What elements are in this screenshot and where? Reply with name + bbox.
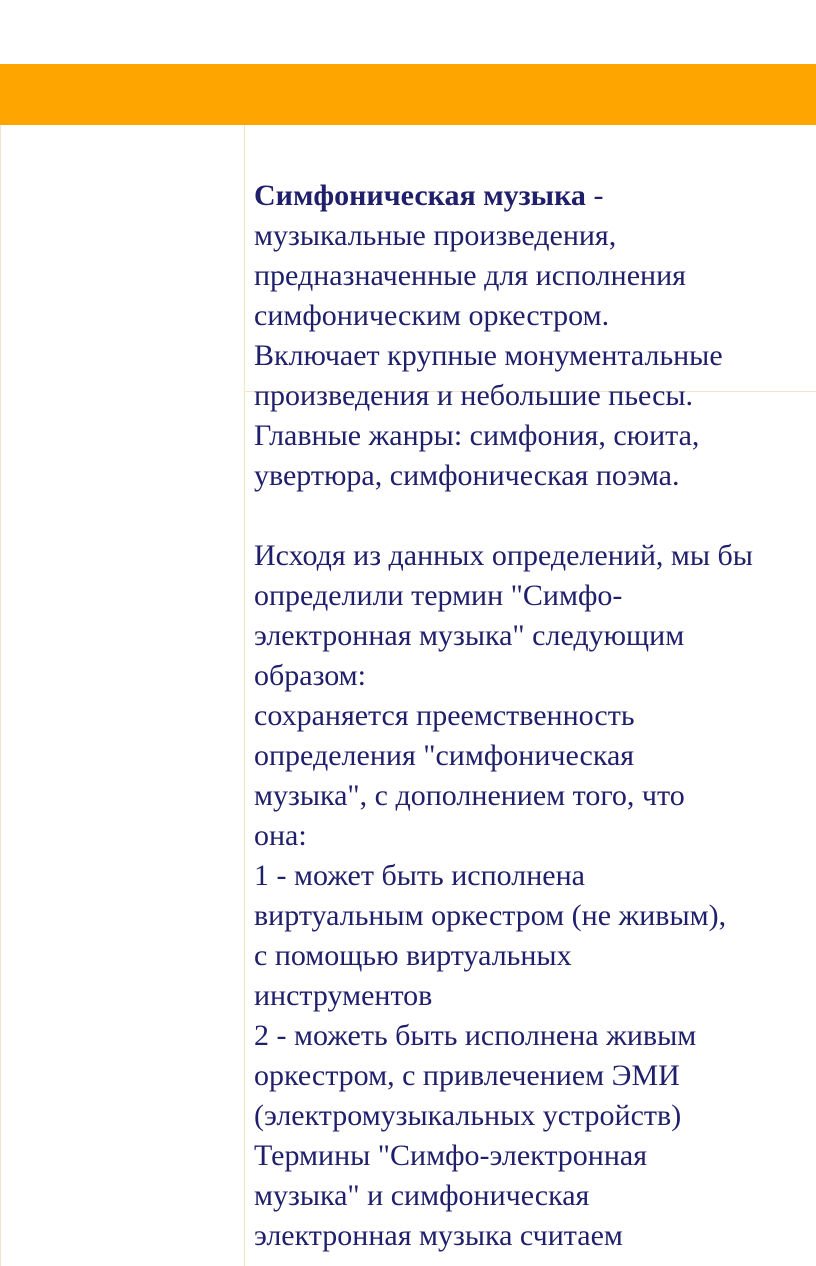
header-bar bbox=[0, 64, 816, 125]
definition-line: Главные жанры: симфония, сюита, bbox=[254, 419, 700, 452]
explanation-line: виртуальным оркестром (не живым), bbox=[254, 899, 727, 932]
explanation-line: сохраняется преемственность bbox=[254, 699, 635, 732]
definition-term: Симфоническая музыка bbox=[254, 179, 586, 212]
explanation-line: (электромузыкальных устройств) bbox=[254, 1099, 682, 1132]
explanation-line: электронная музыка считаем bbox=[254, 1219, 623, 1252]
explanation-line: с помощью виртуальных bbox=[254, 939, 572, 972]
explanation-line: Исходя из данных определений, мы бы bbox=[254, 539, 753, 572]
definition-line: увертюра, симфоническая поэма. bbox=[254, 459, 680, 492]
explanation-line: музыка" и симфоническая bbox=[254, 1179, 590, 1212]
definition-line: Включает крупные монументальные bbox=[254, 339, 723, 372]
definition-block bbox=[254, 176, 723, 496]
definition-heading-line bbox=[254, 176, 723, 216]
explanation-line: музыка", с дополнением того, что bbox=[254, 779, 685, 812]
definition-dash: - bbox=[585, 179, 604, 212]
explanation-line: 2 - можеть быть исполнена живым bbox=[254, 1019, 697, 1052]
definition-line: предназначенные для исполнения bbox=[254, 259, 686, 292]
explanation-line: электронная музыка" следующим bbox=[254, 619, 685, 652]
explanation-line: Термины "Симфо-электронная bbox=[254, 1139, 648, 1172]
explanation-block bbox=[254, 536, 753, 1256]
explanation-line: она: bbox=[254, 819, 307, 852]
explanation-line: оркестром, с привлечением ЭМИ bbox=[254, 1059, 680, 1092]
left-column-cell bbox=[1, 125, 245, 1266]
definition-line: музыкальные произведения, bbox=[254, 219, 617, 252]
explanation-line: 1 - может быть исполнена bbox=[254, 859, 585, 892]
definition-line: симфоническим оркестром. bbox=[254, 299, 610, 332]
explanation-line: определили термин "Симфо- bbox=[254, 579, 623, 612]
explanation-line: определения "симфоническая bbox=[254, 739, 635, 772]
explanation-line: инструментов bbox=[254, 979, 433, 1012]
top-margin bbox=[0, 0, 816, 64]
explanation-line: образом: bbox=[254, 659, 367, 692]
definition-line: произведения и небольшие пьесы. bbox=[254, 379, 694, 412]
